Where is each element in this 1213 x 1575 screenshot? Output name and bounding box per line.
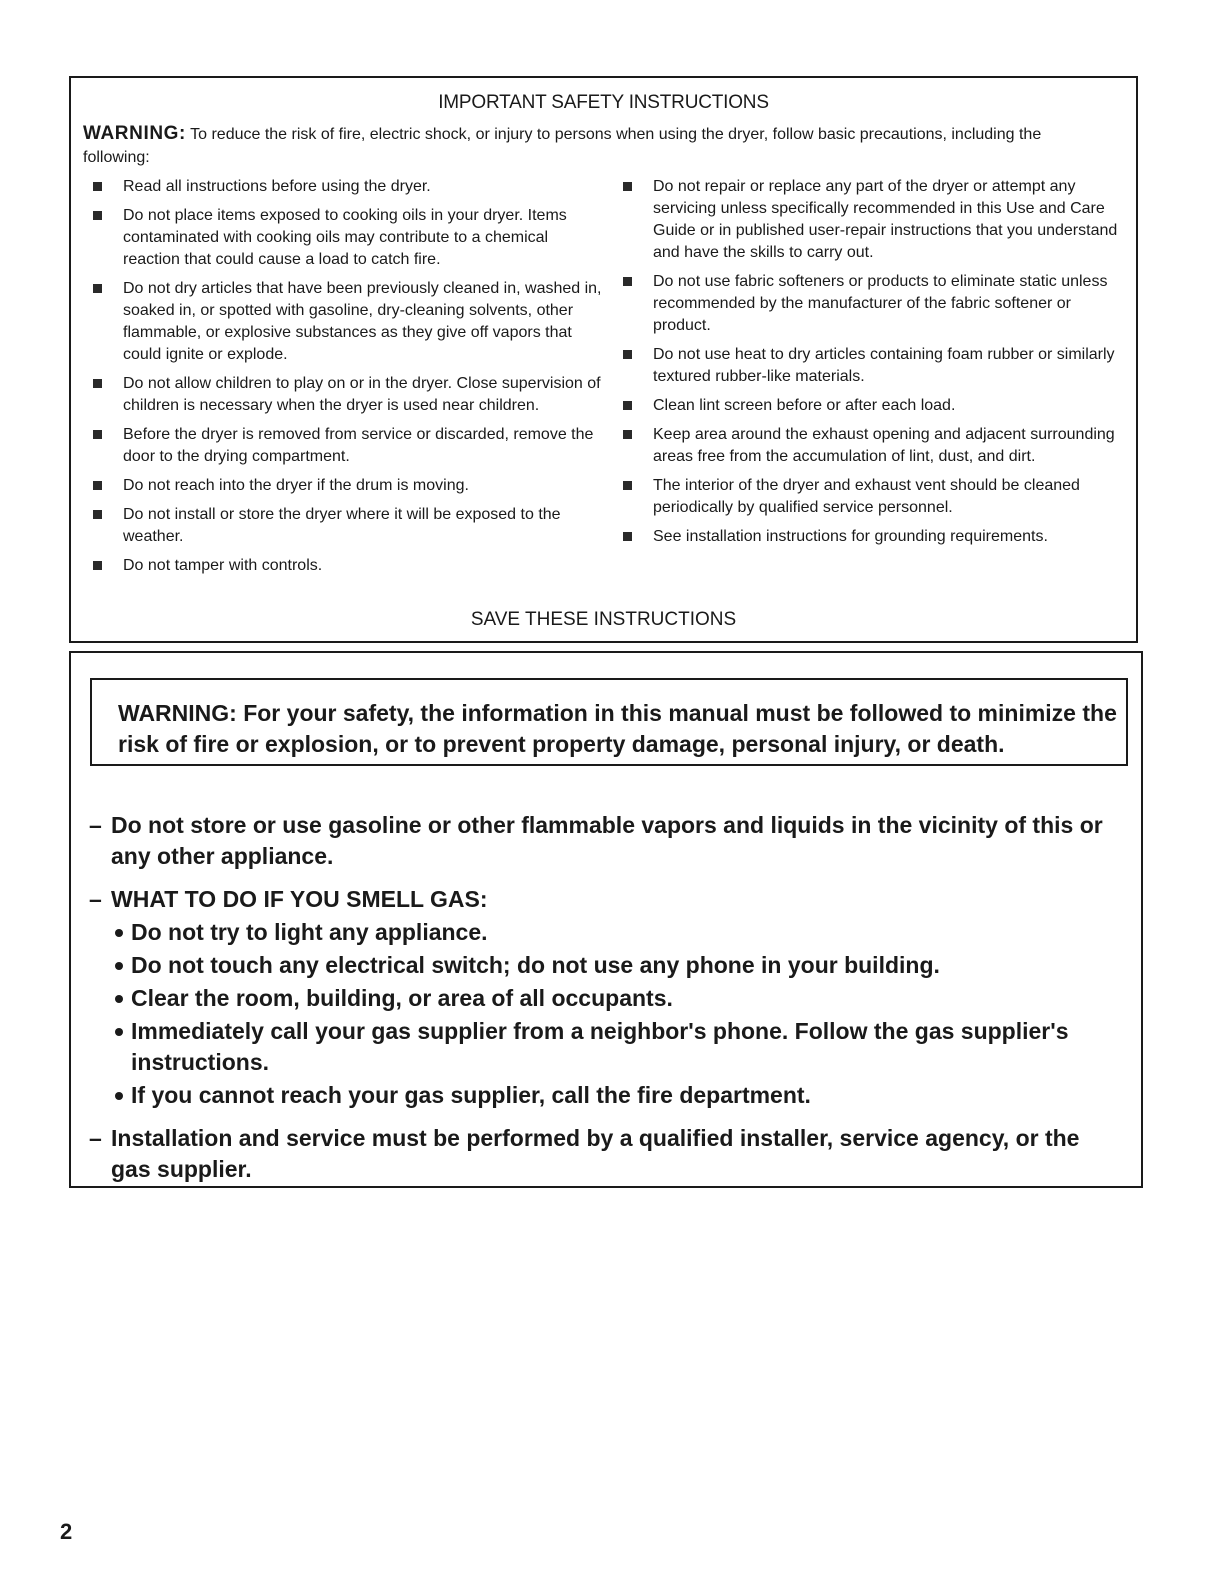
step-text: Do not touch any electrical switch; do not use any phone in your building. xyxy=(131,952,940,978)
step-text: Do not try to light any appliance. xyxy=(131,919,488,945)
instruction-text: Do not use fabric softeners or products to eliminate static unless recommended by the manufacturer of the fabric softener or product. xyxy=(653,273,1108,334)
list-item xyxy=(623,526,1123,548)
list-item xyxy=(93,555,603,577)
square-bullet-icon xyxy=(623,350,632,359)
square-bullet-icon xyxy=(623,182,632,191)
instruction-text: Clean lint screen before or after each load. xyxy=(653,397,956,414)
list-item xyxy=(623,344,1123,388)
square-bullet-icon xyxy=(623,532,632,541)
instruction-text: Do not repair or replace any part of the dryer or attempt any servicing unless specifically recommended in this Use and Care Guide or in published user-repair instructions that you understand and have the skills to carry out. xyxy=(653,178,1118,261)
list-item xyxy=(93,278,603,366)
instruction-text: Do not tamper with controls. xyxy=(123,557,323,574)
square-bullet-icon xyxy=(93,182,102,191)
instruction-text: See installation instructions for grounding requirements. xyxy=(653,528,1048,545)
list-item xyxy=(623,176,1123,264)
instruction-text: Do not place items exposed to cooking oils in your dryer. Items contaminated with cooking oils may contribute to a chemical reaction that could cause a load to catch fire. xyxy=(123,207,567,268)
instruction-text: Do not install or store the dryer where it will be exposed to the weather. xyxy=(123,506,561,545)
list-item xyxy=(89,1123,1119,1185)
step-text: Immediately call your gas supplier from a neighbor's phone. Follow the gas supplier's instructions. xyxy=(131,1018,1069,1075)
safety-instructions-box xyxy=(69,76,1138,643)
warning-intro xyxy=(83,122,1106,169)
round-bullet-icon xyxy=(115,1092,123,1100)
list-item xyxy=(111,917,1119,948)
instruction-text: Keep area around the exhaust opening and adjacent surrounding areas free from the accumulation of lint, dust, and dirt. xyxy=(653,426,1115,465)
gas-instructions-list xyxy=(89,810,1119,1197)
instruction-text: The interior of the dryer and exhaust vent should be cleaned periodically by qualified service personnel. xyxy=(653,477,1080,516)
square-bullet-icon xyxy=(623,401,632,410)
list-item xyxy=(111,950,1119,981)
smell-gas-steps xyxy=(111,917,1119,1111)
list-item xyxy=(623,395,1123,417)
save-instructions-heading: SAVE THESE INSTRUCTIONS xyxy=(470,609,737,630)
right-instructions-list xyxy=(623,176,1123,555)
gas-item-text: Do not store or use gasoline or other flammable vapors and liquids in the vicinity of this or any other appliance. xyxy=(111,812,1103,869)
instruction-text: Do not dry articles that have been previously cleaned in, washed in, soaked in, or spotted with gasoline, dry-cleaning solvents, other flammable, or explosive substances as they give off vapors that could ignite or explode. xyxy=(123,280,602,363)
round-bullet-icon xyxy=(115,1028,123,1036)
instruction-text: Before the dryer is removed from service or discarded, remove the door to the drying compartment. xyxy=(123,426,594,465)
square-bullet-icon xyxy=(93,211,102,220)
list-item xyxy=(93,475,603,497)
instruction-text: Do not reach into the dryer if the drum is moving. xyxy=(123,477,469,494)
safety-title: IMPORTANT SAFETY INSTRUCTIONS xyxy=(438,92,769,113)
instruction-text: Do not use heat to dry articles containing foam rubber or similarly textured rubber-like materials. xyxy=(653,346,1115,385)
instruction-text: Read all instructions before using the dryer. xyxy=(123,178,431,195)
dash-marker: – xyxy=(89,812,102,838)
square-bullet-icon xyxy=(93,510,102,519)
list-item xyxy=(111,1080,1119,1111)
list-item xyxy=(93,176,603,198)
list-item xyxy=(89,884,1119,1111)
square-bullet-icon xyxy=(93,379,102,388)
warning-text: To reduce the risk of fire, electric shock, or injury to persons when using the dryer, follow basic precautions, including the following: xyxy=(83,126,1042,166)
list-item xyxy=(623,271,1123,337)
dash-marker: – xyxy=(89,886,102,912)
square-bullet-icon xyxy=(93,430,102,439)
square-bullet-icon xyxy=(623,277,632,286)
square-bullet-icon xyxy=(93,284,102,293)
round-bullet-icon xyxy=(115,962,123,970)
step-text: Clear the room, building, or area of all occupants. xyxy=(131,985,673,1011)
warning-banner xyxy=(90,678,1128,766)
left-instructions-list xyxy=(93,176,603,584)
list-item xyxy=(93,373,603,417)
page-number: 2 xyxy=(60,1519,73,1544)
instruction-text: Do not allow children to play on or in the dryer. Close supervision of children is necessary when the dryer is used near children. xyxy=(123,375,601,414)
list-item xyxy=(623,475,1123,519)
square-bullet-icon xyxy=(93,481,102,490)
gas-item-text: Installation and service must be performed by a qualified installer, service agency, or the gas supplier. xyxy=(111,1125,1080,1182)
list-item xyxy=(93,504,603,548)
gas-warning-box xyxy=(69,651,1143,1188)
warning-banner-text: WARNING: For your safety, the information in this manual must be followed to minimize the risk of fire or explosion, or to prevent property damage, personal injury, or death. xyxy=(118,700,1117,757)
list-item xyxy=(89,810,1119,872)
warning-label: WARNING: xyxy=(83,123,186,144)
step-text: If you cannot reach your gas supplier, call the fire department. xyxy=(131,1082,811,1108)
list-item xyxy=(111,1016,1119,1078)
square-bullet-icon xyxy=(93,561,102,570)
round-bullet-icon xyxy=(115,929,123,937)
list-item xyxy=(623,424,1123,468)
list-item xyxy=(111,983,1119,1014)
square-bullet-icon xyxy=(623,481,632,490)
dash-marker: – xyxy=(89,1125,102,1151)
smell-gas-heading: WHAT TO DO IF YOU SMELL GAS: xyxy=(111,886,488,912)
list-item xyxy=(93,424,603,468)
list-item xyxy=(93,205,603,271)
round-bullet-icon xyxy=(115,995,123,1003)
square-bullet-icon xyxy=(623,430,632,439)
